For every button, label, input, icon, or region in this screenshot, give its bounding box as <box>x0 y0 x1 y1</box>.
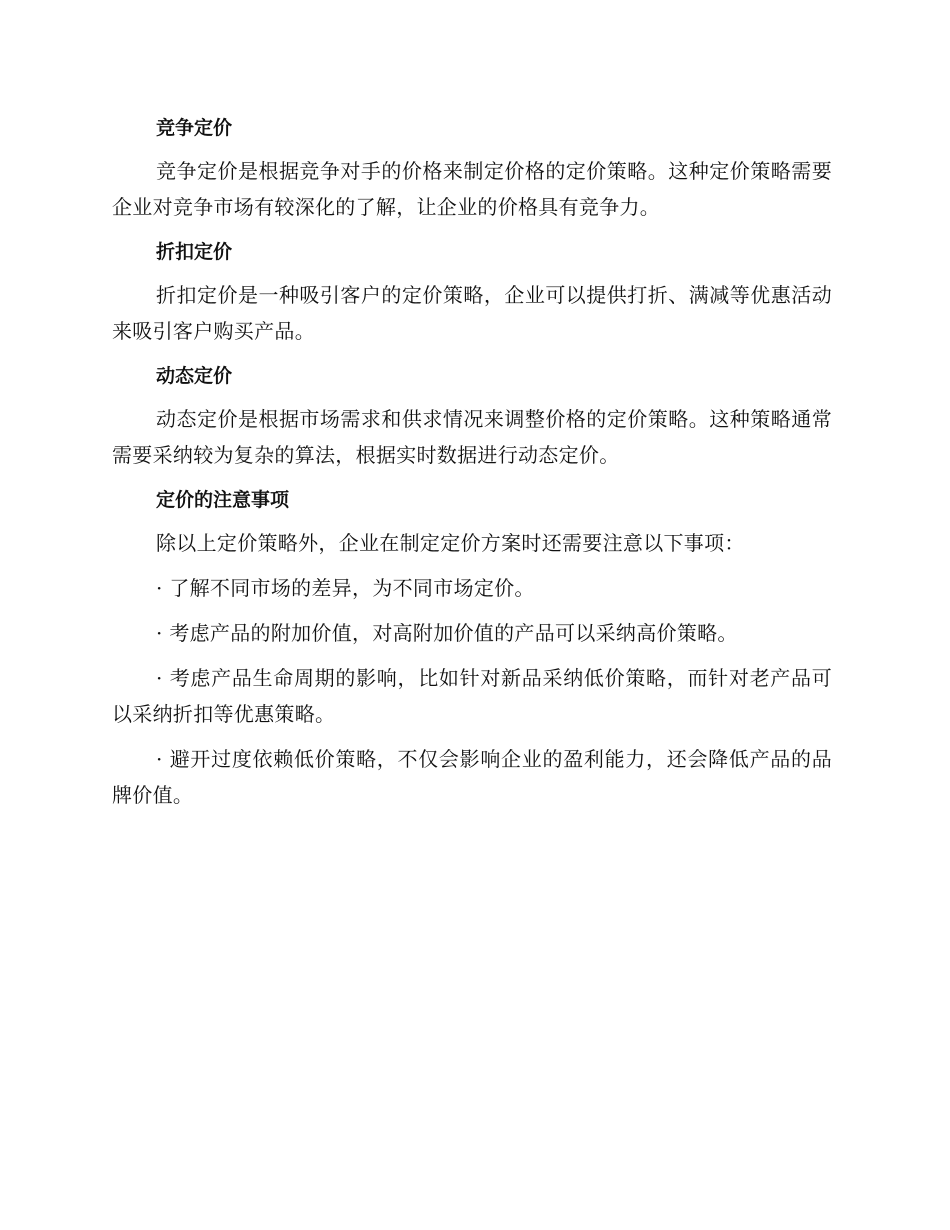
bullet-item-product-lifecycle: · 考虑产品生命周期的影响，比如针对新品采纳低价策略，而针对老产品可以采纳折扣等优惠策略。 <box>112 666 832 726</box>
paragraph-dynamic-pricing: 动态定价是根据市场需求和供求情况来调整价格的定价策略。这种策略通常需要采纳较为复杂的算法，根据实时数据进行动态定价。 <box>112 407 832 467</box>
bullet-item-added-value: · 考虑产品的附加价值，对高附加价值的产品可以采纳高价策略。 <box>156 621 738 645</box>
paragraph-competitive-pricing: 竞争定价是根据竞争对手的价格来制定价格的定价策略。这种定价策略需要企业对竞争市场有较深化的了解，让企业的价格具有竞争力。 <box>112 159 832 219</box>
bullet-item-avoid-low-price: · 避开过度依赖低价策略，不仅会影响企业的盈利能力，还会降低产品的品牌价值。 <box>112 747 832 807</box>
bullet-item-market-differences: · 了解不同市场的差异，为不同市场定价。 <box>156 576 535 600</box>
document-page <box>112 100 832 813</box>
section-heading-dynamic-pricing: 动态定价 <box>156 365 233 387</box>
paragraph-discount-pricing: 折扣定价是一种吸引客户的定价策略，企业可以提供打折、满减等优惠活动来吸引客户购买产品。 <box>112 283 832 343</box>
section-heading-pricing-notes: 定价的注意事项 <box>156 489 290 511</box>
section-heading-competitive-pricing: 竞争定价 <box>156 117 233 139</box>
section-heading-discount-pricing: 折扣定价 <box>156 241 233 263</box>
paragraph-pricing-notes-intro: 除以上定价策略外，企业在制定定价方案时还需要注意以下事项： <box>156 531 745 555</box>
